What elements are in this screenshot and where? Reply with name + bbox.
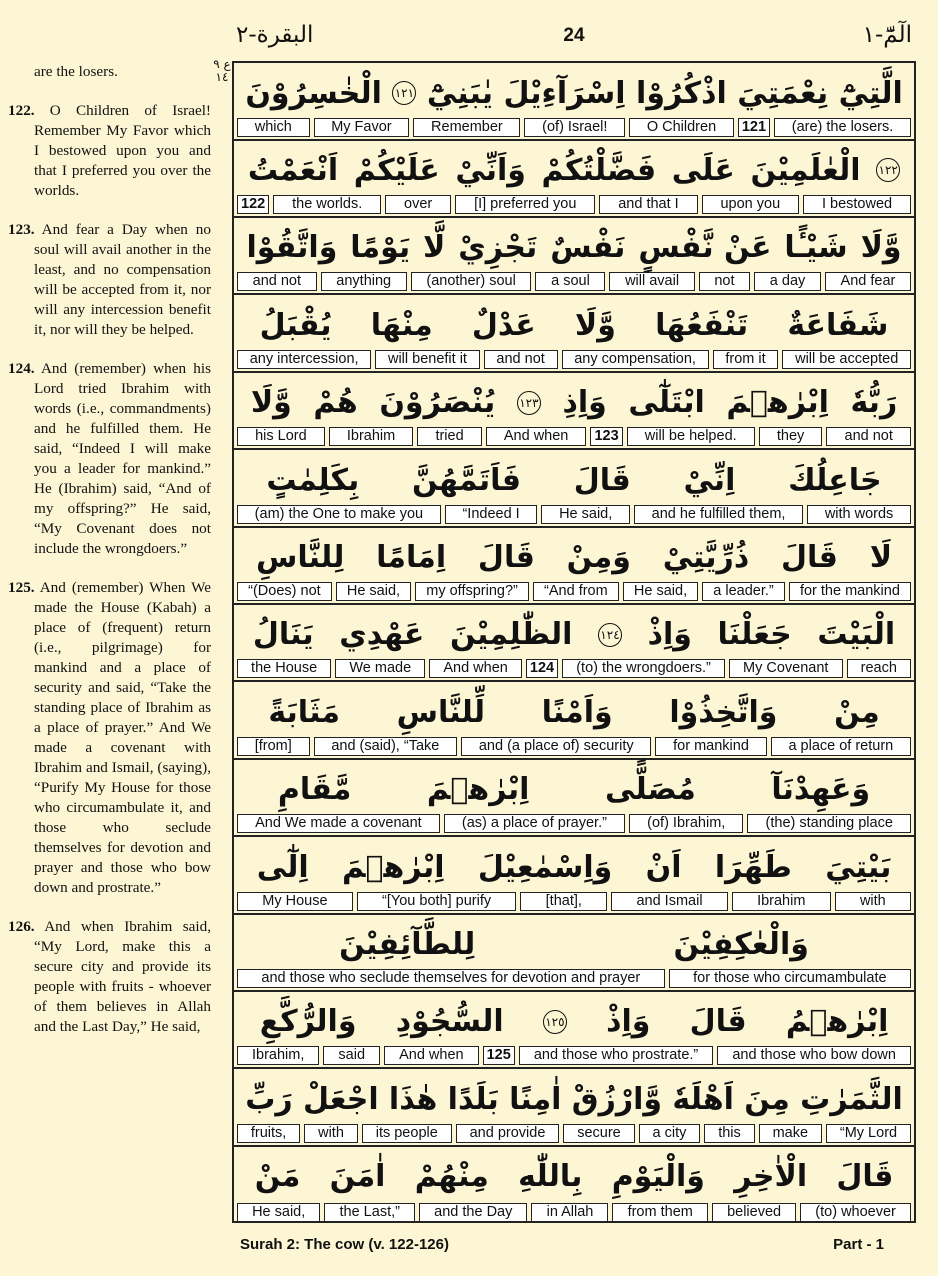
word-meanings: [237, 659, 911, 678]
arabic-word: بَيْتِيَ: [825, 849, 892, 885]
word-meaning-cell: with words: [807, 505, 911, 524]
word-meanings: [237, 814, 911, 833]
word-meaning-cell: will benefit it: [375, 350, 479, 369]
word-meaning-cell: He said,: [237, 1203, 320, 1222]
word-meaning-cell: from it: [713, 350, 779, 369]
word-meaning-cell: believed: [712, 1203, 796, 1222]
arabic-word: نَفْسٌ: [550, 230, 626, 266]
verse-row: [234, 914, 914, 992]
arabic-word: ابْتَلٰٓى: [628, 385, 705, 421]
arabic-line: [240, 377, 908, 429]
arabic-word: اِمَامًا: [376, 539, 447, 575]
arabic-word: جَاعِلُكَ: [788, 462, 882, 498]
arabic-word: مَّقَامِ: [277, 772, 352, 808]
word-meaning-cell: (another) soul: [411, 272, 532, 291]
word-meaning-cell: and (a place of) security: [461, 737, 651, 756]
word-meaning-cell: secure: [563, 1124, 634, 1143]
word-meaning-cell: any intercession,: [237, 350, 371, 369]
word-meaning-cell: any compensation,: [562, 350, 709, 369]
word-meaning-cell: My Covenant: [729, 659, 843, 678]
word-meaning-cell: Ibrahim,: [237, 1046, 319, 1065]
translation-verse-121-end: [8, 62, 211, 82]
arabic-word: بَلَدًا: [447, 1081, 499, 1117]
surah-title: Surah 2: The cow (v. 122-126): [240, 1236, 449, 1253]
word-meaning-cell: He said,: [541, 505, 630, 524]
word-meaning-cell: and not: [237, 272, 317, 291]
surah-name-arabic: البقرة-٢: [236, 22, 314, 48]
word-meanings: [237, 1046, 911, 1065]
arabic-word: وَاِذْ: [647, 617, 692, 653]
arabic-word: الَّتِيْٓ: [838, 75, 903, 111]
arabic-word: وَالْيَوْمِ: [611, 1159, 705, 1195]
word-meaning-cell: will be accepted: [782, 350, 911, 369]
verse-row: [234, 140, 914, 218]
word-meaning-cell: the worlds.: [273, 195, 381, 214]
word-meaning-cell: (of) Ibrahim,: [629, 814, 743, 833]
arabic-word: اَنْ: [645, 849, 682, 885]
page-header: [232, 0, 916, 56]
arabic-word: قَالَ: [781, 539, 838, 575]
arabic-word: طَهِّرَا: [714, 849, 792, 885]
arabic-line: [240, 454, 908, 506]
verse-number-cell: 121: [738, 118, 770, 137]
word-meaning-cell: And when: [429, 659, 522, 678]
verse-number-cell: 123: [590, 427, 622, 446]
word-meanings: [237, 195, 911, 214]
arabic-word: لَا: [869, 539, 893, 575]
arabic-word: وَّلَا: [574, 307, 616, 343]
translation-verse-126: [8, 917, 211, 1037]
arabic-word: يٰبَنِيْٓ: [426, 75, 493, 111]
word-meaning-cell: and those who seclude themselves for devotion and prayer: [237, 969, 665, 988]
word-meaning-cell: not: [699, 272, 750, 291]
word-meaning-cell: My House: [237, 892, 353, 911]
verse-row: [234, 1147, 914, 1225]
word-meaning-cell: his Lord: [237, 427, 325, 446]
arabic-word: يُنْصَرُوْنَ: [379, 385, 496, 421]
verse-row: [234, 760, 914, 838]
word-meanings: [237, 350, 911, 369]
arabic-word: جَعَلْنَا: [717, 617, 792, 653]
arabic-word: وَاِذْ: [606, 1004, 651, 1040]
word-meaning-cell: [from]: [237, 737, 310, 756]
word-meaning-cell: a place of return: [771, 737, 911, 756]
verse-end-marker: ١٢١: [392, 81, 416, 105]
arabic-word: لِلطَّآئِفِيْنَ: [339, 926, 476, 962]
verse-row: [234, 450, 914, 528]
word-meaning-cell: “(Does) not: [237, 582, 332, 601]
arabic-word: اٰمَنَ: [329, 1159, 386, 1195]
arabic-word: نِعْمَتِيَ: [737, 75, 829, 111]
arabic-word: لَّا: [423, 230, 446, 266]
word-meaning-cell: its people: [362, 1124, 452, 1143]
arabic-word: ذُرِّيَّتِيْ: [662, 539, 750, 575]
arabic-word: اَنْعَمْتُ: [247, 152, 339, 188]
word-meaning-cell: Ibrahim: [732, 892, 831, 911]
word-meaning-cell: this: [704, 1124, 754, 1143]
word-meaning-cell: “And from: [533, 582, 619, 601]
word-meaning-cell: and he fulfilled them,: [634, 505, 803, 524]
arabic-word: هُمْ: [313, 385, 358, 421]
arabic-word: عَلَى: [671, 152, 735, 188]
arabic-word: قَالَ: [689, 1004, 747, 1040]
arabic-word: اجْعَلْ: [302, 1081, 379, 1117]
arabic-word: وَاِسْمٰعِيْلَ: [477, 849, 613, 885]
arabic-word: وَاِذِ: [562, 385, 607, 421]
arabic-word: وَاَنِّيْ: [455, 152, 526, 188]
word-meanings: [237, 272, 911, 291]
word-meaning-cell: (to) whoever: [800, 1203, 911, 1222]
word-meanings: [237, 505, 911, 524]
word-meaning-cell: (as) a place of prayer.”: [444, 814, 625, 833]
arabic-word: شَفَاعَةٌ: [787, 307, 889, 343]
word-meanings: [237, 582, 911, 601]
arabic-word: اِبْرٰهٖمَ: [426, 772, 530, 808]
arabic-word: لِّلنَّاسِ: [396, 694, 485, 730]
arabic-word: الْاٰخِرِ: [734, 1159, 808, 1195]
verse-row: [234, 837, 914, 915]
word-meaning-cell: We made: [335, 659, 425, 678]
verse-number: 122.: [8, 102, 35, 119]
arabic-word: وَمِنْ: [566, 539, 631, 575]
arabic-word: اِبْرٰهٖمُ: [785, 1004, 889, 1040]
word-meaning-cell: O Children: [629, 118, 734, 137]
arabic-word: اِبْرٰهٖمَ: [726, 385, 829, 421]
verse-text: And fear a Day when no soul will avail another in the least, and no compensation will be accepted from it, nor will any intercession benefit it, nor will they be helped.: [34, 221, 211, 338]
word-meaning-cell: for the mankind: [789, 582, 911, 601]
word-meaning-cell: over: [385, 195, 451, 214]
word-meaning-cell: upon you: [702, 195, 799, 214]
verse-number: 123.: [8, 221, 35, 238]
arabic-word: مِنْهُمْ: [414, 1159, 489, 1195]
word-meaning-cell: (am) the One to make you: [237, 505, 441, 524]
verse-row: [234, 218, 914, 296]
verse-row: [234, 682, 914, 760]
verse-number-cell: 124: [526, 659, 558, 678]
arabic-word: رَبِّ: [245, 1081, 293, 1117]
word-meaning-cell: said: [323, 1046, 380, 1065]
arabic-word: مَنْ: [254, 1159, 301, 1195]
arabic-word: وَّلَا: [250, 385, 292, 421]
verse-text: And (remember) when his Lord tried Ibrahim with words (i.e., commandments) and he fulfilled them. He said, “Indeed I will make you a leader for mankind.” He (Ibrahim) said, “And of my offspring?” He said, “My Covenant does not include the wrongdoers.”: [34, 360, 211, 557]
word-meaning-cell: reach: [847, 659, 911, 678]
word-meaning-cell: they: [759, 427, 823, 446]
word-meaning-cell: “Indeed I: [445, 505, 538, 524]
word-by-word-grid: [232, 61, 916, 1223]
word-meanings: [237, 1124, 911, 1143]
word-meaning-cell: and that I: [599, 195, 697, 214]
arabic-word: عَهْدِي: [339, 617, 425, 653]
translation-verse-122: [8, 101, 211, 201]
arabic-word: هٰذَا: [388, 1081, 438, 1117]
word-meaning-cell: My Favor: [314, 118, 410, 137]
word-meaning-cell: with: [835, 892, 911, 911]
arabic-word: بِاللّٰهِ: [518, 1159, 583, 1195]
word-meaning-cell: and the Day: [419, 1203, 527, 1222]
word-meanings: [237, 737, 911, 756]
word-meaning-cell: in Allah: [531, 1203, 608, 1222]
word-meaning-cell: a soul: [535, 272, 605, 291]
arabic-word: وَالْعٰكِفِيْنَ: [673, 926, 809, 962]
arabic-word: يَنَالُ: [252, 617, 314, 653]
word-meaning-cell: and not: [826, 427, 911, 446]
verse-end-marker: ١٢٢: [876, 158, 900, 182]
word-meaning-cell: and not: [484, 350, 558, 369]
word-meanings: [237, 1203, 911, 1222]
word-meaning-cell: He said,: [336, 582, 411, 601]
arabic-line: [240, 918, 908, 970]
arabic-word: عَدْلٌ: [471, 307, 536, 343]
arabic-word: اِسْرَآءِيْلَ: [503, 75, 626, 111]
arabic-word: الظّٰلِمِيْنَ: [450, 617, 573, 653]
verse-number-cell: 122: [237, 195, 269, 214]
verse-end-marker: ١٢٣: [517, 391, 541, 415]
arabic-word: وَاتَّقُوْا: [246, 230, 338, 266]
arabic-word: اذْكُرُوْا: [636, 75, 727, 111]
translation-column: [8, 62, 211, 1056]
part-name-arabic: الٓمّٓ-١: [862, 22, 912, 48]
arabic-word: وَّلَا: [860, 230, 902, 266]
word-meaning-cell: I bestowed: [803, 195, 911, 214]
translation-verse-123: [8, 220, 211, 340]
arabic-word: مِنَ: [744, 1081, 790, 1117]
arabic-word: السُّجُوْدِ: [395, 1004, 504, 1040]
verse-number: 126.: [8, 918, 35, 935]
arabic-word: الْعٰلَمِيْنَ: [750, 152, 861, 188]
arabic-word: وَالرُّكَّعِ: [259, 1004, 357, 1040]
arabic-word: اٰمِنًا: [509, 1081, 562, 1117]
arabic-word: اِنِّيْ: [683, 462, 736, 498]
verse-text: O Children of Israel! Remember My Favor which I bestowed upon you and that I preferred you over the worlds.: [34, 102, 211, 199]
word-meaning-cell: the Last,”: [324, 1203, 415, 1222]
word-meaning-cell: And when: [486, 427, 587, 446]
word-meaning-cell: which: [237, 118, 309, 137]
verse-row: [234, 373, 914, 451]
verse-row: [234, 1069, 914, 1147]
word-meaning-cell: And when: [384, 1046, 479, 1065]
word-meaning-cell: Remember: [413, 118, 520, 137]
arabic-word: وَعَهِدْنَآ: [771, 772, 871, 808]
word-meaning-cell: [I] preferred you: [455, 195, 595, 214]
arabic-word: رَبُّهٗ: [850, 385, 898, 421]
ruku-mark: ع ٩ ١٤: [213, 57, 231, 84]
word-meaning-cell: “My Lord: [826, 1124, 911, 1143]
word-meaning-cell: tried: [417, 427, 481, 446]
word-meaning-cell: a city: [639, 1124, 701, 1143]
word-meaning-cell: (are) the losers.: [774, 118, 911, 137]
arabic-word: الثَّمَرٰتِ: [800, 1081, 903, 1117]
verse-end-marker: ١٢٤: [598, 623, 622, 647]
arabic-word: قَالَ: [477, 539, 535, 575]
word-meaning-cell: and Ismail: [611, 892, 728, 911]
arabic-line: [240, 1073, 908, 1125]
arabic-word: الْخٰسِرُوْنَ: [245, 75, 382, 111]
word-meaning-cell: a leader.”: [702, 582, 785, 601]
verse-row: [234, 527, 914, 605]
translation-verse-125: [8, 578, 211, 898]
arabic-word: تَجْزِيْ: [458, 230, 538, 266]
arabic-word: اَهْلَهٗ: [672, 1081, 734, 1117]
word-meaning-cell: the House: [237, 659, 331, 678]
word-meaning-cell: (the) standing place: [747, 814, 911, 833]
word-meaning-cell: “[You both] purify: [357, 892, 517, 911]
arabic-word: مَثَابَةً: [268, 694, 340, 730]
word-meaning-cell: Ibrahim: [329, 427, 414, 446]
arabic-word: عَلَيْكُمْ: [353, 152, 440, 188]
word-meanings: [237, 427, 911, 446]
translation-verse-124: [8, 359, 211, 559]
word-meaning-cell: will be helped.: [627, 427, 755, 446]
arabic-word: بِكَلِمٰتٍ: [266, 462, 360, 498]
word-meaning-cell: for mankind: [655, 737, 766, 756]
word-meaning-cell: my offspring?”: [415, 582, 529, 601]
arabic-line: [240, 996, 908, 1048]
word-meanings: [237, 118, 911, 137]
word-meaning-cell: and provide: [456, 1124, 560, 1143]
word-meaning-cell: will avail: [609, 272, 694, 291]
word-meaning-cell: fruits,: [237, 1124, 300, 1143]
arabic-word: فَاَتَمَّهُنَّ: [411, 462, 522, 498]
verse-text: And (remember) When We made the House (Kabah) a place of (frequent) return (i.e., pilgrimage) for mankind and a place of security and said, “Take the standing place of Ibrahim as a place of prayer.” And We made a covenant with Ibrahim and Ismail, (saying), “Purify My House for those who circumambulate it, and those who seclude themselves for devotion and prayer and those who bow down and prostrate.”: [34, 579, 211, 896]
arabic-word: الْبَيْتَ: [817, 617, 896, 653]
verse-row: [234, 295, 914, 373]
word-meaning-cell: And fear: [825, 272, 911, 291]
arabic-word: يَوْمًا: [350, 230, 411, 266]
word-meaning-cell: a day: [754, 272, 821, 291]
arabic-word: قَالَ: [573, 462, 631, 498]
word-meaning-cell: (to) the wrongdoers.”: [562, 659, 725, 678]
word-meanings: [237, 969, 911, 988]
arabic-line: [240, 686, 908, 738]
arabic-word: يُقْبَلُ: [259, 307, 332, 343]
verse-end-marker: ١٢٥: [543, 1010, 567, 1034]
word-meaning-cell: He said,: [623, 582, 698, 601]
page-number: 24: [563, 25, 585, 46]
arabic-word: وَاَمْنًا: [541, 694, 613, 730]
word-meaning-cell: with: [304, 1124, 358, 1143]
verse-number-cell: 125: [483, 1046, 515, 1065]
arabic-word: اِبْرٰهٖمَ: [341, 849, 445, 885]
arabic-word: مِنْ: [834, 694, 880, 730]
word-meaning-cell: (of) Israel!: [524, 118, 625, 137]
arabic-word: شَيْـًٔا: [784, 230, 848, 266]
arabic-word: اِلٰٓى: [256, 849, 309, 885]
word-meaning-cell: and those who prostrate.”: [519, 1046, 713, 1065]
word-meaning-cell: and those who bow down: [717, 1046, 911, 1065]
word-meaning-cell: anything: [321, 272, 407, 291]
arabic-line: [240, 299, 908, 351]
arabic-line: [240, 1151, 908, 1203]
arabic-line: [240, 222, 908, 274]
arabic-word: تَنْفَعُهَا: [655, 307, 749, 343]
verse-text: And when Ibrahim said, “My Lord, make this a secure city and provide its people with fruits - whoever of them believes in Allah and the Last Day,” He said,: [34, 918, 212, 1035]
arabic-line: [240, 764, 908, 816]
verse-row: [234, 992, 914, 1070]
word-meaning-cell: [that],: [520, 892, 607, 911]
word-meaning-cell: And We made a covenant: [237, 814, 440, 833]
verse-row: [234, 605, 914, 683]
word-meaning-cell: from them: [612, 1203, 707, 1222]
arabic-word: قَالَ: [836, 1159, 894, 1195]
arabic-line: [240, 144, 908, 196]
word-meaning-cell: and (said), “Take: [314, 737, 458, 756]
arabic-line: [240, 67, 908, 119]
arabic-word: عَنْ نَّفْسٍ: [638, 230, 772, 266]
arabic-line: [240, 841, 908, 893]
word-meaning-cell: make: [759, 1124, 822, 1143]
arabic-word: فَضَّلْتُكُمْ: [541, 152, 657, 188]
arabic-line: [240, 609, 908, 661]
verse-number: 125.: [8, 579, 35, 596]
arabic-word: مِنْهَا: [370, 307, 433, 343]
part-label: Part - 1: [833, 1236, 884, 1253]
arabic-word: مُصَلًّى: [605, 772, 696, 808]
word-meaning-cell: for those who circumambulate: [669, 969, 911, 988]
arabic-word: لِلنَّاسِ: [255, 539, 345, 575]
verse-text: are the losers.: [34, 63, 118, 80]
arabic-word: وَّارْزُقْ: [571, 1081, 663, 1117]
verse-number: 124.: [8, 360, 35, 377]
verse-row: [234, 63, 914, 141]
arabic-word: وَاتَّخِذُوْا: [669, 694, 778, 730]
word-meanings: [237, 892, 911, 911]
arabic-line: [240, 531, 908, 583]
